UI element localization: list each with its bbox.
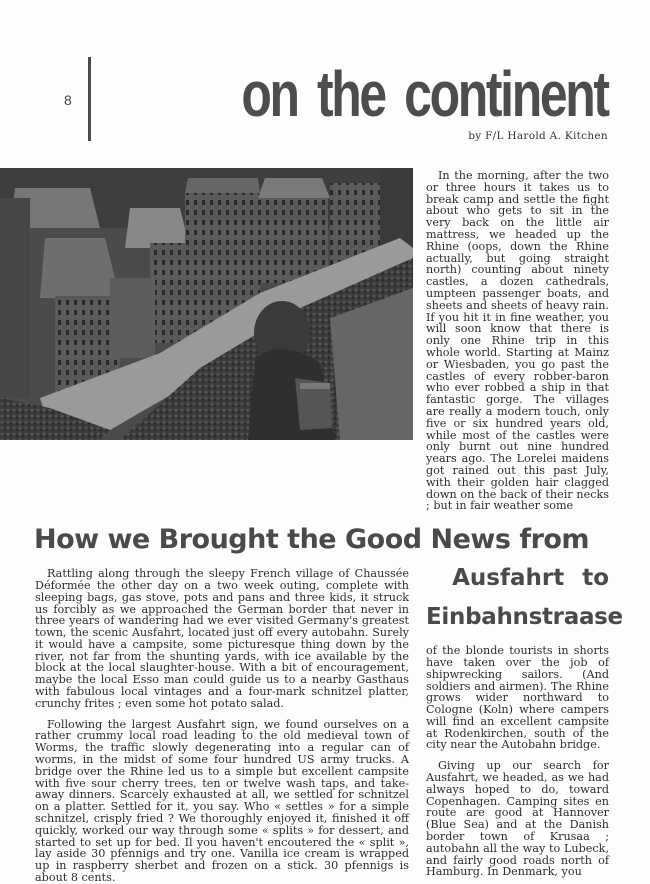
paragraph: Giving up our search for Ausfahrt, we headed, as we had always hoped to do, toward Copenhagen. Camping sites en route are good at Hannover (Blue Sea) and at the Danish border town of Krusaa ; autobahn all the way to Lubeck, and fairly good roads north of Hamburg. In Denmark, you: [426, 759, 609, 879]
bottom-band: [0, 564, 650, 884]
paragraph: Following the largest Ausfahrt sign, we found ourselves on a rather crummy local road leading to the old medieval town of Worms, the traffic slowly degenerating into a regular can of worms, in the midst of some four hundred US army trucks. A bridge over the Rhine led us to a simple but excellent campsite with five sour cherry trees, ten or twelve wash taps, and take-away dinners. Scarcely exhausted at all, we settled for schnitzel on a platter. Settled for it, you say. Who « settles » for a simple schnitzel, crisply fried ? We thoroughly enjoyed it, finished it off quickly, worked our way through some « splits » for dessert, and started to set up for bed. Il you haven't encoutered the « split », lay aside 30 pfennigs and try one. Vanilla ice cream is wrapped up in raspberry sherbet and frozen on a stick. 30 pfennigs is about 8 cents.: [35, 717, 409, 884]
right-column-top: [426, 170, 609, 512]
page-number: 8: [64, 92, 72, 108]
right-column-bottom: [426, 564, 623, 879]
top-band: [0, 168, 650, 512]
paragraph: of the blonde tourists in shorts have taken over the job of shipwrecking sailors. (And soldiers and airmen). The Rhine grows wider northward to Cologne (Koln) where campers will find an excellent campsite at Rodenkirchen, south of the city near the Autobahn bridge.: [426, 644, 609, 752]
vertical-rule: [88, 57, 91, 141]
miniature-town-photo: [0, 168, 413, 440]
paragraph: In the morning, after the two or three hours it takes us to break camp and settle the fight about who gets to sit in the very back on the little air mattress, we headed up the Rhine (oops, down the Rhine actually, but going straight north) counting about ninety castles, a dozen cathedrals, umpteen passenger boats, and sheets and sheets of heavy rain. If you hit it in fine weather, you will soon know that there is only one Rhine trip in this whole world. Starting at Mainz or Wiesbaden, you go past the castles of every robber-baron who ever robbed a ship in that fantastic gorge. The villages are really a modern touch, only five or six hundred years old, while most of the castles were only burnt out nine hundred years ago. The Lorelei maidens got rained out this past July, with their golden hair clagged down on the back of their necks ; but in fair weather some: [426, 169, 609, 513]
paragraph: Rattling along through the sleepy French village of Chaussée Déformée the other day on a two week outing, complete with sleeping bags, gas stove, pots and pans and three kids, it struck us forcibly as we approached the German border that never in three years of wandering had we ever visited Germany's greatest town, the scenic Ausfahrt, located just off every autobahn. Surely it would have a campsite, some picturesque thing down by the river, not far from the shunting yards, with ice available by the block at the local slaughter-house. With a bit of encouragement, maybe the local Esso man could guide us to a nearby Gasthaus with fabulous local vintages and a four-mark schnitzel platter, crunchy frites ; even some hot potato salad.: [35, 567, 409, 710]
photo-illustration: [0, 168, 413, 440]
headline-line-2: Ausfahrt to: [452, 565, 609, 592]
byline: by F/L Harold A. Kitchen: [468, 130, 608, 142]
article-body: [0, 168, 650, 884]
headline-line-3: Einbahnstraase: [426, 604, 623, 631]
article-title: on the continent: [241, 58, 608, 130]
headline-line-1: How we Brought the Good News from: [34, 524, 590, 556]
right-column-bottom-text: [426, 645, 609, 878]
left-column: [35, 568, 409, 884]
